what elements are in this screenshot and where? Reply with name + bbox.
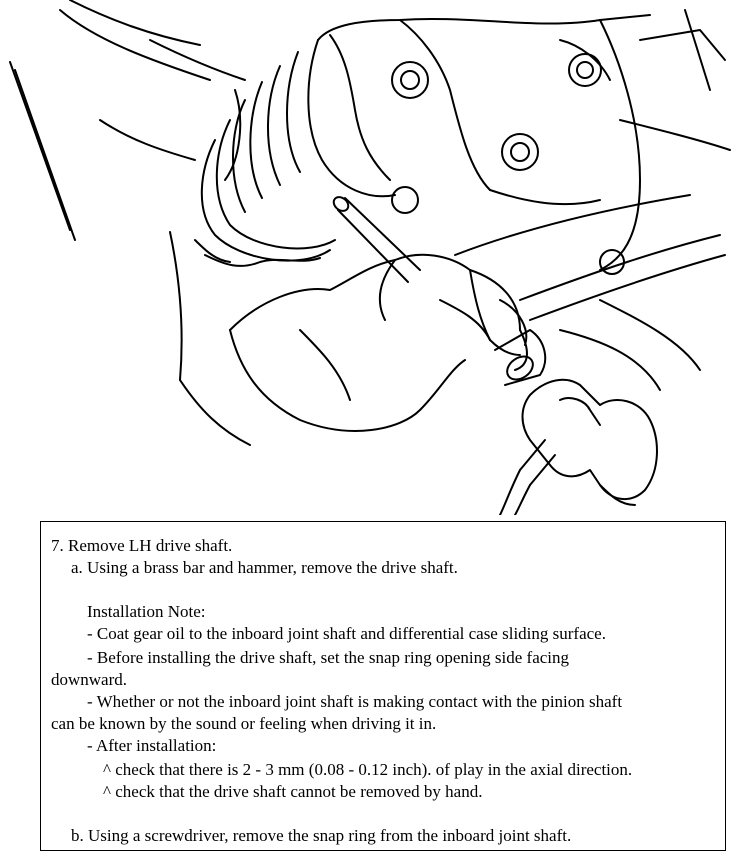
check-item: ^ check that there is 2 - 3 mm (0.08 - 0.12 inch). of play in the axial direction. bbox=[103, 760, 633, 779]
hammer bbox=[500, 380, 657, 515]
note-bullet: - After installation: bbox=[87, 736, 217, 755]
step-heading: 7. Remove LH drive shaft. bbox=[51, 536, 233, 555]
check-item: ^ check that the drive shaft cannot be removed by hand. bbox=[103, 782, 483, 801]
note-bullet-continuation: downward. bbox=[51, 670, 128, 689]
substep-a: a. Using a brass bar and hammer, remove the drive shaft. bbox=[71, 558, 458, 577]
substep-b: b. Using a screwdriver, remove the snap ring from the inboard joint shaft. bbox=[71, 826, 572, 845]
chassis-lines bbox=[10, 0, 250, 445]
note-bullet: - Before installing the drive shaft, set the snap ring opening side facing bbox=[87, 648, 570, 667]
installation-note-heading: Installation Note: bbox=[87, 602, 206, 621]
note-bullet: - Coat gear oil to the inboard joint shaft and differential case sliding surface. bbox=[87, 624, 606, 643]
hand-holding-brass-bar bbox=[230, 194, 545, 431]
note-bullet: - Whether or not the inboard joint shaft is making contact with the pinion shaft bbox=[87, 692, 623, 711]
procedure-note-box bbox=[40, 521, 726, 851]
note-bullet-continuation: can be known by the sound or feeling when driving it in. bbox=[51, 714, 437, 733]
